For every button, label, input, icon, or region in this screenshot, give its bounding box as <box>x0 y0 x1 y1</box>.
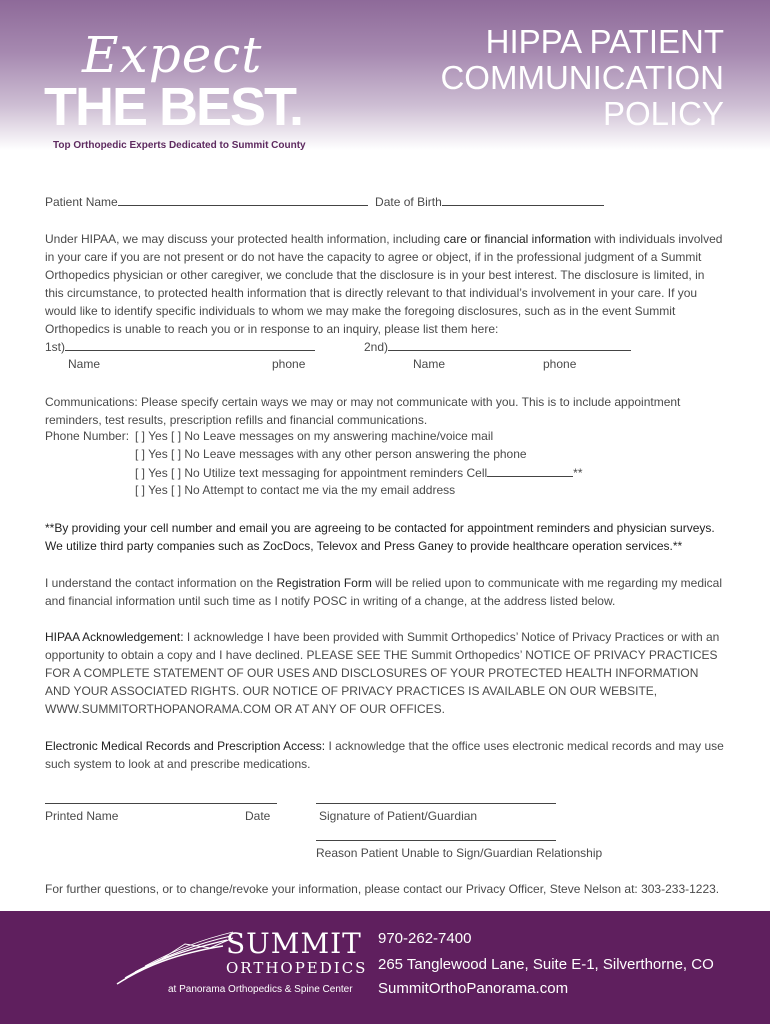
phone-number-label: Phone Number: <box>45 429 130 443</box>
option-email[interactable]: [ ] Yes [ ] No Attempt to contact me via the my email address <box>135 483 456 497</box>
cell-suffix: ** <box>573 466 583 480</box>
emr-label: Electronic Medical Records and Prescription Access: <box>45 739 326 753</box>
registration-pre: I understand the contact information on the <box>45 576 277 590</box>
footer-website[interactable]: SummitOrthoPanorama.com <box>378 980 569 997</box>
patient-info-row <box>45 194 604 209</box>
registration-post: will be relied upon to communicate with me regarding my medical and financial information until such time as I notify POSC in writing of a change, at the address listed below. <box>45 576 723 608</box>
reason-line[interactable] <box>316 840 556 841</box>
intro-paragraph <box>45 230 725 338</box>
logo-script-text: Expect <box>82 26 263 84</box>
date-caption: Date <box>245 809 271 823</box>
title-line-2: COMMUNICATION <box>440 59 724 96</box>
acknowledgement-label: HIPAA Acknowledgement: <box>45 630 184 644</box>
emr-text: I acknowledge that the office uses electronic medical records and may use such system to look at and prescribe medications. <box>45 739 724 771</box>
cell-field[interactable] <box>487 465 573 477</box>
acknowledgement-paragraph <box>45 628 725 718</box>
first-name-caption: Name <box>68 357 101 371</box>
communications-intro: Communications: Please specify certain ways we may or may not communicate with you. This is to include appointment reminders, test results, prescription refills and financial communications. <box>45 395 681 427</box>
first-contact-label: 1st) <box>45 340 66 354</box>
option-other-person[interactable]: [ ] Yes [ ] No Leave messages with any other person answering the phone <box>135 447 527 461</box>
third-party-notice: **By providing your cell number and email you are agreeing to be contacted for appointment reminders and physician surveys. We utilize third party companies such as ZocDocs, Televox and Press Ganey to provide healthcare operation services.** <box>45 521 715 553</box>
contact-row-2 <box>364 339 631 354</box>
tagline: Top Orthopedic Experts Dedicated to Summit County <box>53 140 306 151</box>
patient-name-label: Patient Name <box>45 195 118 209</box>
acknowledgement-text: I acknowledge I have been provided with Summit Orthopedics’ Notice of Privacy Practices or with an opportunity to obtain a copy and I have declined. PLEASE SEE THE Summit Orthopedics’ NOTICE OF PRIVACY PRACTICES FOR A COMPLETE STATEMENT OF OUR USES AND DISCLOSURES OF YOUR PROTECTED HEALTH INFORMATION AND YOUR ASSOCIATED RIGHTS. OUR NOTICE OF PRIVACY PRACTICES IS AVAILABLE ON OUR WEBSITE, WWW.SUMMITORTHOPANORAMA.COM OR AT ANY OF OUR OFFICES. <box>45 630 720 716</box>
registration-highlight: Registration Form <box>276 576 372 590</box>
second-contact-label: 2nd) <box>364 340 389 354</box>
intro-post: with individuals involved in your care if you are not present or do not have the capacity to agree or object, if in the professional judgment of a Summit Orthopedics physician or other caregiver, we conclude that the disclosure is in your best interest. The disclosure is limited, in this circumstance, to protected health information that is directly relevant to that individual’s involvement in your care. If you would like to identify specific individuals to whom we may make the foregoing disclosures, such as in the event Summit Orthopedics is unable to reach you or in response to an inquiry, please list them here: <box>45 232 723 336</box>
registration-paragraph <box>45 574 725 610</box>
signature-line[interactable] <box>316 803 556 804</box>
panorama-subtitle: at Panorama Orthopedics & Spine Center <box>168 984 353 995</box>
reason-caption: Reason Patient Unable to Sign/Guardian Relationship <box>316 846 603 860</box>
second-contact-field[interactable] <box>388 339 631 351</box>
second-phone-caption: phone <box>543 357 577 371</box>
patient-name-field[interactable] <box>118 194 368 206</box>
first-contact-field[interactable] <box>65 339 315 351</box>
document-title <box>440 24 724 132</box>
contact-row <box>45 339 315 354</box>
dob-label: Date of Birth <box>375 195 442 209</box>
intro-pre: Under HIPAA, we may discuss your protected health information, including <box>45 232 444 246</box>
closing-line: For further questions, or to change/revoke your information, please contact our Privacy Officer, Steve Nelson at: 303-233-1223. <box>45 882 720 896</box>
footer-phone: 970-262-7400 <box>378 930 472 947</box>
logo-big-text: THE BEST. <box>44 77 303 137</box>
option-text-message[interactable] <box>135 465 583 480</box>
title-line-3: POLICY <box>602 95 724 132</box>
first-phone-caption: phone <box>272 357 306 371</box>
summit-swoosh-logo <box>115 926 235 986</box>
dob-field[interactable] <box>442 194 604 206</box>
title-line-1: HIPPA PATIENT <box>485 23 724 60</box>
footer-banner <box>0 911 770 1024</box>
summit-wordmark: SUMMIT <box>226 927 362 960</box>
footer-address: 265 Tanglewood Lane, Suite E-1, Silverthorne, CO <box>378 956 714 973</box>
second-name-caption: Name <box>413 357 446 371</box>
option-voicemail[interactable]: [ ] Yes [ ] No Leave messages on my answering machine/voice mail <box>135 429 494 443</box>
emr-paragraph <box>45 737 725 773</box>
header-banner <box>0 0 770 150</box>
orthopedics-wordmark: ORTHOPEDICS <box>226 959 368 977</box>
printed-name-line[interactable] <box>45 803 277 804</box>
printed-name-caption: Printed Name <box>45 809 119 823</box>
intro-highlight: care or financial information <box>443 232 592 246</box>
option-text-message-label: [ ] Yes [ ] No Utilize text messaging for appointment reminders Cell <box>135 466 488 480</box>
signature-caption: Signature of Patient/Guardian <box>319 809 478 823</box>
